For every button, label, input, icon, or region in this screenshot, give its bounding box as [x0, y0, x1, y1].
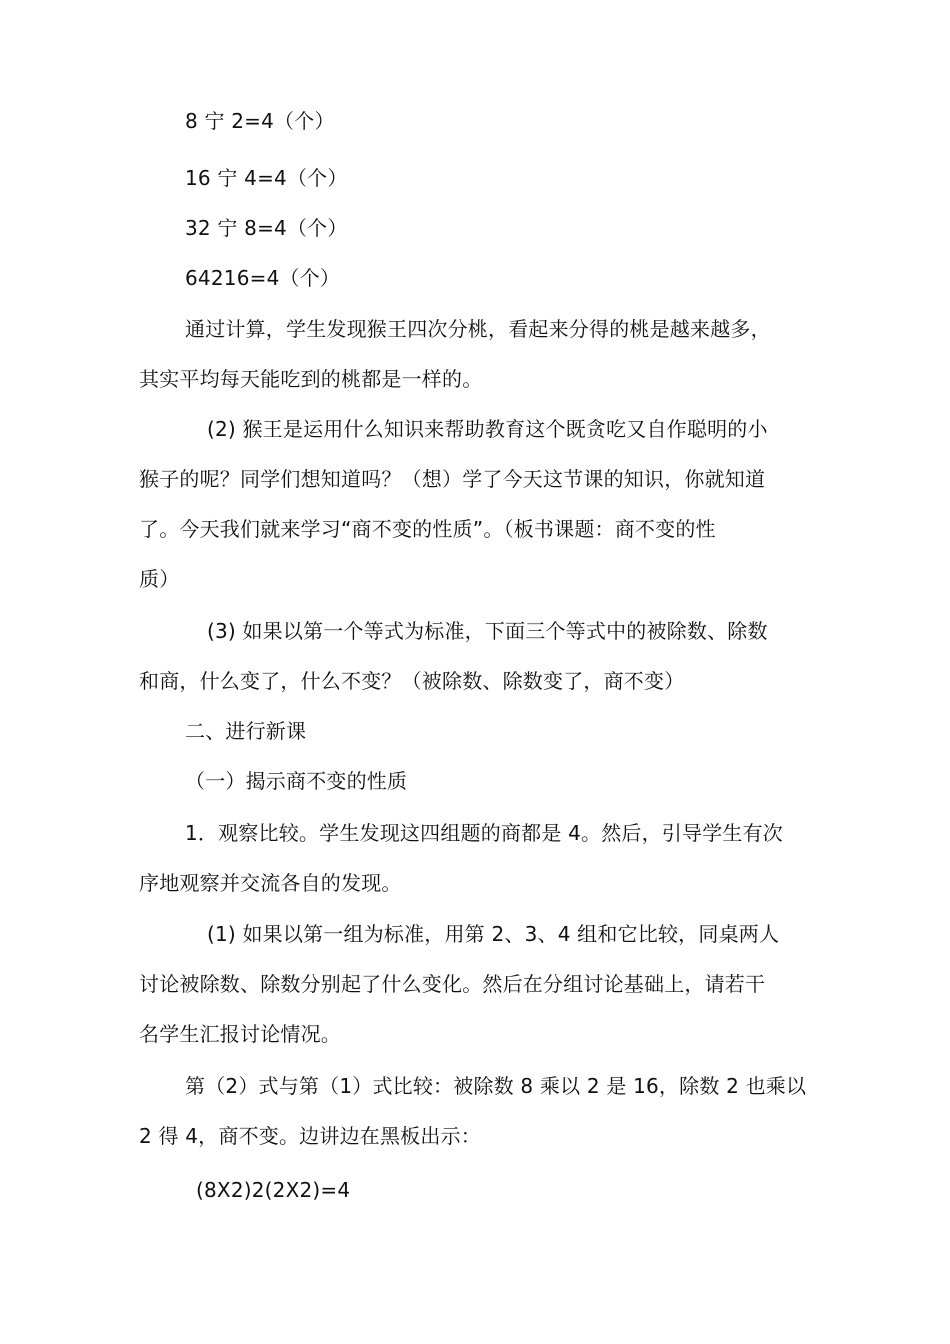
paragraph-line: 序地观察并交流各自的发现。: [139, 871, 402, 895]
paragraph-line: (1) 如果以第一组为标准，用第 2、3、4 组和它比较，同桌两人: [207, 922, 780, 946]
paragraph-line: 猴子的呢？同学们想知道吗？（想）学了今天这节课的知识，你就知道: [139, 467, 766, 491]
formula-line: (8X2)2(2X2)=4: [196, 1178, 351, 1202]
section-heading: 二、进行新课: [185, 719, 307, 743]
equation-line-2: 16 宁 4=4（个）: [185, 166, 348, 190]
paragraph-line: 通过计算，学生发现猴王四次分桃，看起来分得的桃是越来越多，: [185, 317, 771, 341]
equation-line-4: 64216=4（个）: [185, 266, 341, 290]
paragraph-line: 第（2）式与第（1）式比较：被除数 8 乘以 2 是 16，除数 2 也乘以: [185, 1074, 807, 1098]
paragraph-line: 1．观察比较。学生发现这四组题的商都是 4。然后，引导学生有次: [185, 821, 784, 845]
equation-line-3: 32 宁 8=4（个）: [185, 216, 348, 240]
paragraph-line: 讨论被除数、除数分别起了什么变化。然后在分组讨论基础上，请若干: [139, 972, 766, 996]
paragraph-line: 其实平均每天能吃到的桃都是一样的。: [139, 367, 483, 391]
paragraph-line: 2 得 4，商不变。边讲边在黑板出示：: [139, 1124, 481, 1148]
paragraph-line: 质）: [139, 567, 180, 591]
equation-line-1: 8 宁 2=4（个）: [185, 109, 335, 133]
paragraph-line: 了。今天我们就来学习“商不变的性质”。（板书课题：商不变的性: [139, 517, 716, 541]
paragraph-line: 名学生汇报讨论情况。: [139, 1022, 341, 1046]
paragraph-line: (3) 如果以第一个等式为标准，下面三个等式中的被除数、除数: [207, 619, 768, 643]
subsection-heading: （一）揭示商不变的性质: [185, 769, 408, 793]
paragraph-line: 和商，什么变了，什么不变？（被除数、除数变了，商不变）: [139, 669, 685, 693]
paragraph-line: (2) 猴王是运用什么知识来帮助教育这个既贪吃又自作聪明的小: [207, 417, 768, 441]
